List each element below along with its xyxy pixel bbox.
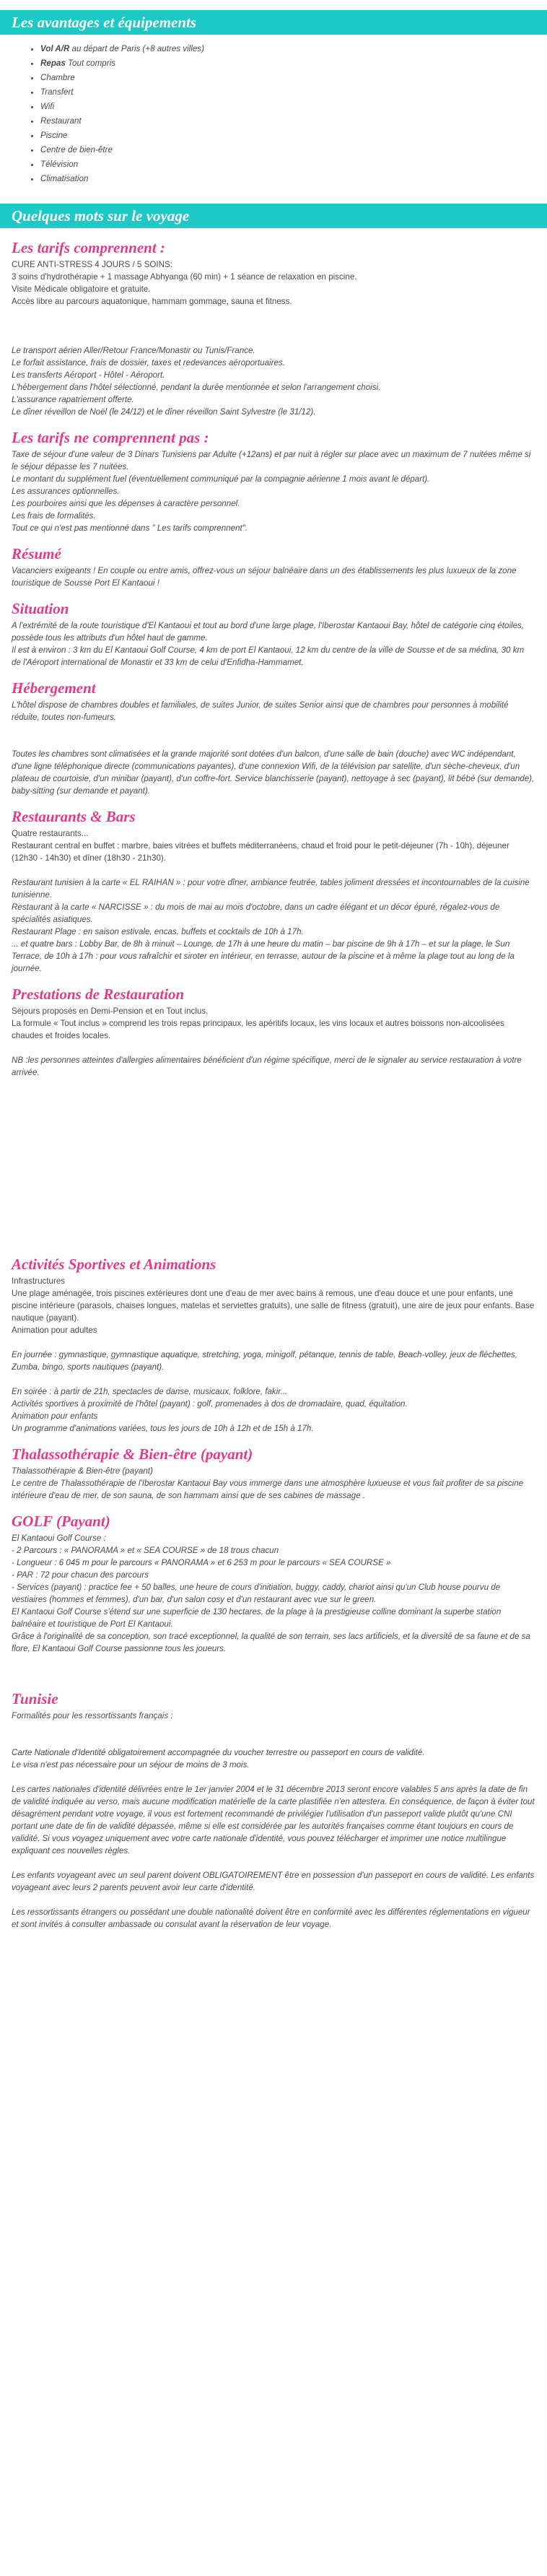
features-list (12, 42, 535, 186)
feature-item-label: Tout compris (65, 58, 115, 68)
text-line: El Kantaoui Golf Course : (12, 1533, 106, 1543)
spacer (12, 1655, 535, 1679)
text-line: En journée : gymnastique, gymnastique aquatique, stretching, yoga, minigolf, pétanque, tennis de table, Beach-volley, jeux de fléchettes, Zumba, bingo, sports nautiques (payant). (12, 1350, 517, 1372)
section-title: Hébergement (12, 679, 96, 697)
feature-item (40, 56, 535, 71)
text-line: Activités sportives à proximité de l'hôtel (payant) : golf, promenades à dos de dromadaire, quad, équitation. (12, 1399, 408, 1409)
text-line: - Services (payant) : practice fee + 50 balles, une heure de cours d'initiation, buggy, caddy, chariot ainsi qu'un Club house pourvu de vestiaires (hommes et femmes), d'un bar, d'un salon cosy et d'un restaurant avec vue sur le green. (12, 1583, 501, 1604)
feature-item (40, 129, 535, 143)
spacer (12, 1042, 535, 1054)
feature-item-label: Restaurant (40, 116, 82, 126)
paragraph (12, 448, 535, 534)
spacer (12, 1722, 535, 1746)
feature-item (40, 85, 535, 100)
text-line: NB :les personnes atteintes d'allergies alimentaires bénéficient d'un régime spécifique, merci de le signaler au service restauration à votre arrivée. (12, 1056, 522, 1077)
paragraph (12, 1710, 535, 1722)
feature-item (40, 172, 535, 186)
text-line: Accès libre au parcours aquatonique, hammam gommage, sauna et fitness. (12, 297, 292, 306)
paragraph (12, 1349, 535, 1373)
paragraph (12, 1746, 535, 1771)
text-line: - Longueur : 6 045 m pour le parcours « PANORAMA » et 6 253 m pour le parcours « SEA COURSE » (12, 1558, 391, 1567)
feature-item-label: Climatisation (40, 174, 89, 183)
section-title: Activités Sportives et Animations (12, 1256, 216, 1273)
section-title: Tunisie (12, 1690, 58, 1707)
text-line: L'hébergement dans l'hôtel sélectionné, pendant la durée mentionnée et selon l'arrangement choisi. (12, 383, 381, 392)
paragraph (12, 1005, 535, 1042)
text-line: Séjours proposés en Demi-Pension et en Tout inclus. (12, 1006, 209, 1016)
section-title: Situation (12, 600, 69, 617)
text-line: Les assurances optionnelles. (12, 487, 120, 496)
spacer (12, 1771, 535, 1783)
feature-item-bold: Repas (40, 58, 66, 68)
feature-item (40, 100, 535, 114)
spacer (12, 1373, 535, 1385)
spacer (12, 308, 535, 344)
text-line: Le centre de Thalassothérapie de l'Iberostar Kantaoui Bay vous immerge dans une atmosphère luxueuse et vous fait profiter de sa piscine intérieure d'eau de mer, de son sauna, de son hammam ainsi que de ses cabines de massage . (12, 1479, 524, 1500)
section-golf (12, 1512, 535, 1679)
text-line: Les enfants voyageant avec un seul parent doivent OBLIGATOIREMENT être en possession d'un passeport en cours de validité. Les enfants voyageant avec leurs 2 parents peuvent avoir leur carte d'identité. (12, 1871, 535, 1892)
text-line: Le montant du supplément fuel (éventuellement communiqué par la compagnie aérienne 1 mois avant le départ). (12, 474, 430, 484)
text-line: A l'extrémité de la route touristique d'El Kantaoui et tout au bord d'une large plage, l'Iberostar Kantaoui Bay, hôtel de catégorie cinq étoiles, possède tous les attributs d'un hôtel haut de gamme. (12, 621, 525, 643)
feature-item (40, 157, 535, 172)
section-title: Les tarifs comprennent : (12, 239, 165, 256)
text-line: - PAR : 72 pour chacun des parcours (12, 1570, 149, 1580)
feature-item (40, 114, 535, 129)
text-line: Animation pour adultes (12, 1326, 97, 1335)
feature-item (40, 42, 535, 56)
text-line: Quatre restaurants... (12, 829, 89, 838)
section-situation (12, 599, 535, 669)
section-title: Thalassothérapie & Bien-être (payant) (12, 1445, 253, 1463)
text-line: Restaurant tunisien à la carte « EL RAIHAN » : pour votre dîner, ambiance feutrée, tables joliment dressées et incontournables de la cuisine tunisienne. (12, 878, 530, 900)
paragraph (12, 344, 535, 418)
text-line: Formalités pour les ressortissants français : (12, 1711, 173, 1720)
spacer (12, 1336, 535, 1349)
text-line: Carte Nationale d'Identité obligatoirement accompagnée du voucher terrestre ou passeport en cours de validité. (12, 1748, 425, 1757)
text-line: Vacanciers exigeants ! En couple ou entre amis, offrez-vous un séjour balnéaire dans un des établissements les plus luxueux de la zone touristique de Sousse Port El Kantaoui ! (12, 566, 517, 588)
section-title: Les tarifs ne comprennent pas : (12, 429, 209, 446)
feature-item-label: Télévision (40, 160, 79, 169)
text-line: L'assurance rapatriement offerte. (12, 395, 134, 404)
text-line: Une plage aménagée, trois piscines extérieures dont une d'eau de mer avec bains à remous, une d'eau douce et une pour enfants, une piscine intérieure (parasols, chaises longues, matelas et serviettes gratuits), une salle de fitness (gratuit), une aire de jeux pour enfants. Base nautique (payant). (12, 1289, 535, 1323)
text-line: Les ressortissants étrangers ou possédant une double nationalité doivent être en conformité avec les différentes réglementations en vigueur et sont invités à consulter ambassade ou consulat avant la réservation de leur voyage. (12, 1907, 530, 1929)
text-line: ... et quatre bars : Lobby Bar, de 8h à minuit – Lounge, de 17h à une heure du matin – bar piscine de 9h à 17h – et sur la plage, le Sun Terrace, de 10h à 17h : pour vous rafraîchir et siroter en intérieur, en terrasse, autour de la piscine et à même la plage tout au long de la journée. (12, 939, 515, 973)
text-line: 3 soins d'hydrothérapie + 1 massage Abhyanga (60 min) + 1 séance de relaxation en piscine. (12, 272, 357, 282)
text-line: En soirée : à partir de 21h, spectacles de danse, musicaux, folklore, fakir... (12, 1387, 288, 1396)
feature-item-bold: Vol A/R (40, 44, 70, 53)
text-line: Toutes les chambres sont climatisées et la grande majorité sont dotées d'un balcon, d'une salle de bain (douche) avec WC indépendant, d'une ligne téléphonique directe (communications payantes), d'une connexion Wifi, de la télévision par satellite, d'un sèche-cheveux, d'un plateau de courtoisie, d'un minibar (payant), d'un coffre-fort. Service blanchisserie (payant), nettoyage à sec (payant), lit bébé (sur demande), baby-sitting (sur demande et payant). (12, 749, 535, 796)
paragraph (12, 1385, 535, 1435)
paragraph (12, 565, 535, 589)
spacer (12, 1079, 535, 1245)
section-tarifs-ne-comprennent (12, 428, 535, 534)
text-line: Il est à environ : 3 km du El Kantaoui Golf Course, 4 km de port El Kantaoui, 12 km du centre de la ville de Sousse et de sa médina, 30 km de l'Aéroport international de Monastir et 33 km de celui d'Enfidha-Hammamet. (12, 645, 525, 667)
paragraph (12, 748, 535, 797)
text-line: El Kantaoui Golf Course s'étend sur une superficie de 130 hectares, de la plage à la prestigieuse colline dominant la superbe station balnéaire et touristique de Port El Kantaoui. (12, 1607, 502, 1629)
text-line: CURE ANTI-STRESS 4 JOURS / 5 SOINS: (12, 260, 172, 269)
paragraph (12, 1906, 535, 1931)
section-tarifs-comprennent (12, 238, 535, 418)
feature-item-label: Centre de bien-être (40, 145, 113, 155)
feature-item (40, 143, 535, 157)
text-line: Les pourboires ainsi que les dépenses à caractère personnel. (12, 499, 240, 508)
paragraph (12, 1054, 535, 1079)
text-line: Les transferts Aéroport - Hôtel - Aéroport. (12, 370, 165, 380)
paragraph (12, 619, 535, 669)
section-hebergement (12, 679, 535, 797)
section-title: GOLF (Payant) (12, 1513, 110, 1530)
text-line: Les frais de formalités. (12, 511, 96, 521)
spacer (12, 1894, 535, 1906)
spacer (12, 864, 535, 876)
text-line: Restaurant à la carte « NARCISSE » : du mois de mai au mois d'octobre, dans un cadre élégant et un décor épuré, régalez-vous de spécialités asiatiques. (12, 902, 500, 924)
paragraph (12, 258, 535, 308)
text-line: Taxe de séjour d'une valeur de 3 Dinars Tunisiens par Adulte (+12ans) et par nuit à régler sur place avec un maximum de 7 nuitées même si le séjour dépasse les 7 nuitées. (12, 450, 531, 471)
paragraph (12, 1783, 535, 1857)
paragraph (12, 876, 535, 975)
text-line: Le dîner réveillon de Noël (le 24/12) et le dîner réveillon Saint Sylvestre (le 31/12). (12, 407, 316, 417)
spacer (12, 1857, 535, 1869)
text-line: Restaurant Plage : en saison estivale, encas, buffets et cocktails de 10h à 17h. (12, 927, 304, 936)
section-title: Prestations de Restauration (12, 985, 185, 1003)
section-restaurants (12, 807, 535, 975)
text-line: Grâce à l'originalité de sa conception, son tracé exceptionnel, la qualité de son terrain, ses lacs artificiels, et la diversité de sa faune et de sa flore, El Kantaoui Golf Course passionne tous les joueurs. (12, 1632, 530, 1653)
text-line: Infrastructures (12, 1276, 66, 1286)
paragraph (12, 1869, 535, 1894)
text-line: La formule « Tout inclus » comprend les trois repas principaux, les apéritifs locaux, les vins locaux et autres boissons non-alcoolisées chaudes et froides locales. (12, 1019, 504, 1040)
avantages-banner: Les avantages et équipements (0, 10, 547, 35)
feature-item-label: au départ de Paris (+8 autres villes) (69, 44, 204, 53)
feature-item-label: Transfert (40, 87, 74, 97)
section-tunisie (12, 1689, 535, 1931)
paragraph (12, 827, 535, 864)
text-line: Tout ce qui n'est pas mentionné dans " Les tarifs comprennent". (12, 523, 248, 533)
text-line: Animation pour enfants (12, 1411, 98, 1421)
text-line: Les cartes nationales d'identité délivrées entre le 1er janvier 2004 et le 31 décembre 2013 seront encore valables 5 ans après la date de fin de validité indiquée au verso, mais aucune modification matérielle de la carte plastifiée n'en attestera. En conséquence, de façon à éviter tout désagrément pendant votre voyage, il vous est fortement recommandé de privilégier l'utilisation d'un passeport valide plutôt qu'une CNI portant une date de fin de validité dépassée, même si elle est considérée par les autorités françaises comme étant toujours en cours de validité. Si vous voyagez uniquement avec votre carte nationale d'identité, vous pouvez télécharger et imprimer une notice multilingue expliquant ces nouvelles règles. (12, 1785, 535, 1855)
paragraph (12, 699, 535, 723)
text-line: Le visa n'est pas nécessaire pour un séjour de moins de 3 mois. (12, 1760, 250, 1770)
section-prestations (12, 985, 535, 1245)
voyage-banner: Quelques mots sur le voyage (0, 204, 547, 228)
text-line: Visite Médicale obligatoire et gratuite. (12, 284, 151, 294)
feature-item-label: Chambre (40, 73, 75, 82)
spacer (12, 723, 535, 748)
paragraph (12, 1275, 535, 1336)
text-line: Un programme d'animations variées, tous les jours de 10h à 12h et de 15h à 17h. (12, 1424, 314, 1433)
text-line: Le transport aérien Aller/Retour France/Monastir ou Tunis/France. (12, 346, 255, 355)
text-line: Restaurant central en buffet : marbre, baies vitrées et buffets méditerranéens, chaud et froid pour le petit-déjeuner (7h - 10h), déjeuner (12h30 - 14h30) et dîner (18h30 - 21h30). (12, 841, 509, 863)
section-resume (12, 544, 535, 589)
paragraph (12, 1465, 535, 1502)
text-line: - 2 Parcours : « PANORAMA » et « SEA COURSE » de 18 trous chacun (12, 1546, 279, 1555)
text-line: Thalassothérapie & Bien-être (payant) (12, 1466, 153, 1476)
section-title: Résumé (12, 545, 61, 562)
feature-item (40, 71, 535, 85)
paragraph (12, 1532, 535, 1655)
section-activites (12, 1255, 535, 1435)
text-line: L'hôtel dispose de chambres doubles et familiales, de suites Junior, de suites Senior ainsi que de chambres pour personnes à mobilité réduite, toutes non-fumeurs. (12, 700, 509, 722)
feature-item-label: Piscine (40, 131, 68, 140)
section-title: Restaurants & Bars (12, 808, 136, 825)
voyage-content (0, 238, 547, 1931)
text-line: Le forfait assistance, frais de dossier, taxes et redevances aéroportuaires. (12, 358, 285, 367)
section-thalasso (12, 1445, 535, 1502)
feature-item-label: Wifi (40, 102, 55, 111)
avantages-content (0, 42, 547, 186)
